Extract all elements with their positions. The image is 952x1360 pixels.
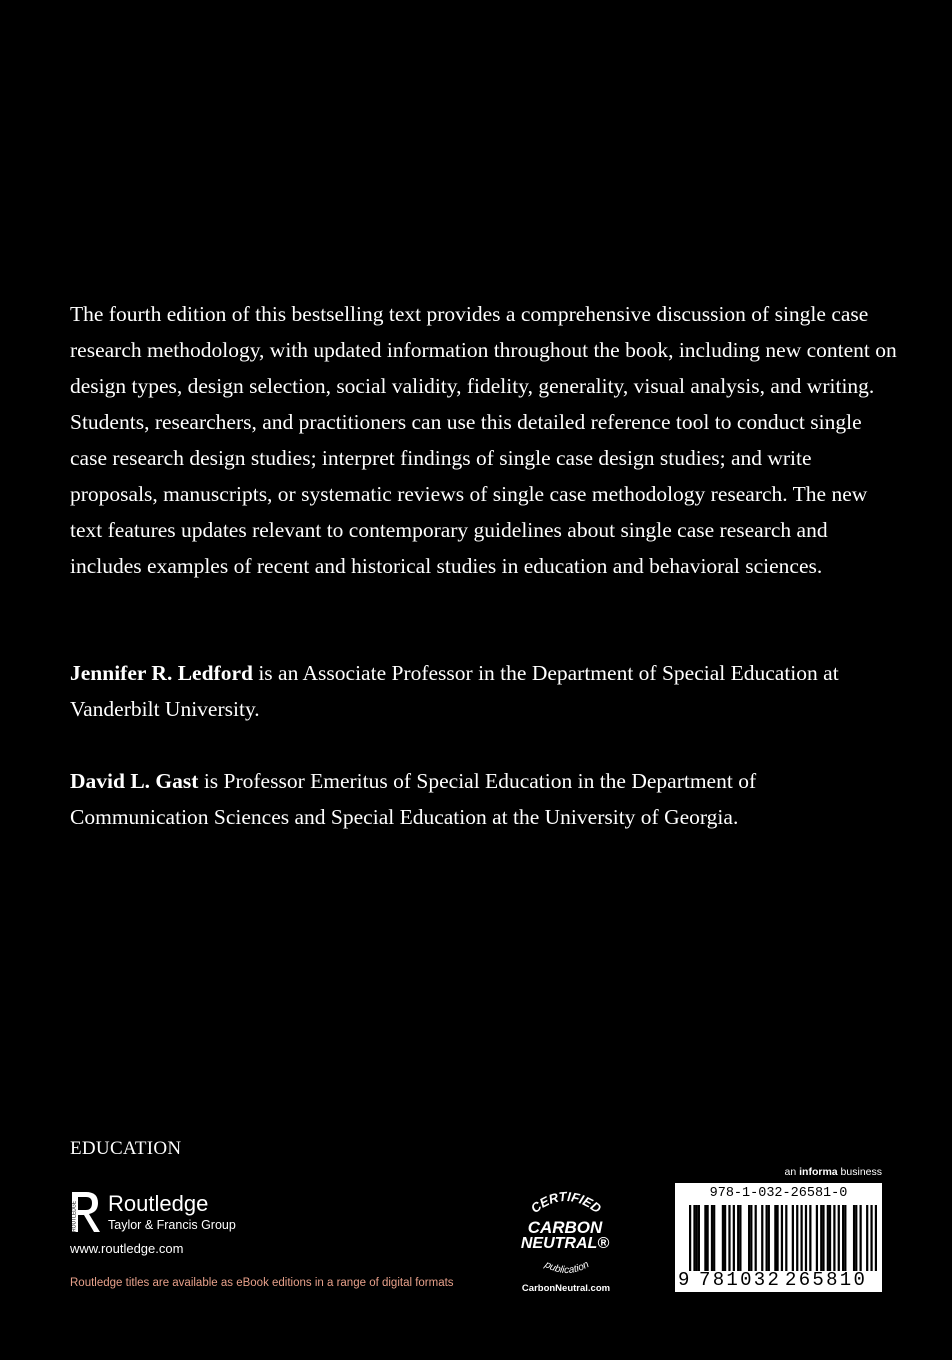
author-name-gast: David L. Gast (70, 769, 199, 793)
barcode-bar (706, 1205, 708, 1271)
barcode-bar (844, 1205, 846, 1271)
barcode-bar (805, 1205, 807, 1271)
barcode-bar (724, 1205, 726, 1271)
barcode-bars (689, 1205, 877, 1271)
barcode-bar (833, 1205, 835, 1271)
barcode-bar (689, 1205, 691, 1271)
barcode-bar (792, 1205, 794, 1271)
informa-suffix: business (837, 1166, 882, 1178)
author-bio-text-ledford: is an Associate Professor in the Department of Special Education at Vanderbilt University. (70, 661, 839, 721)
barcode-bar (768, 1205, 770, 1271)
barcode-bar (704, 1205, 706, 1271)
ean-digits (675, 1269, 882, 1291)
ean-right-group: 265810 (785, 1269, 868, 1291)
barcode-bar (842, 1205, 844, 1271)
carbon-badge-url: CarbonNeutral.com (521, 1283, 611, 1294)
barcode-bar (875, 1205, 877, 1271)
routledge-logo-icon (70, 1190, 104, 1234)
carbon-badge-neutral: NEUTRAL® (520, 1235, 610, 1252)
barcode-bar (776, 1205, 778, 1271)
barcode-bar (766, 1205, 768, 1271)
barcode-bar (739, 1205, 741, 1271)
ebook-note: Routledge titles are available as eBook editions in a range of digital formats (70, 1277, 454, 1289)
informa-brand: informa (799, 1166, 838, 1178)
informa-prefix: an (784, 1166, 800, 1178)
carbon-badge-publication: publication (542, 1259, 592, 1277)
author-bio-gast (70, 763, 900, 835)
ean-left-group: 781032 (699, 1269, 782, 1291)
barcode-bar (796, 1205, 798, 1271)
barcode-bar (855, 1205, 857, 1271)
publisher-group: Taylor & Francis Group (108, 1218, 236, 1232)
routledge-logo (70, 1190, 270, 1234)
carbon-badge-carbon: CARBON (527, 1218, 603, 1237)
barcode-bar (820, 1205, 822, 1271)
carbon-badge-certified: CERTIFIED (527, 1188, 605, 1216)
barcode-bar (774, 1205, 776, 1271)
barcode-bar (748, 1205, 750, 1271)
barcode-bar (870, 1205, 872, 1271)
barcode-bar (698, 1205, 700, 1271)
barcode-bar (853, 1205, 855, 1271)
barcode-bar (755, 1205, 757, 1271)
barcode-bar (750, 1205, 752, 1271)
book-description: The fourth edition of this bestselling text provides a comprehensive discussion of single case research methodology, with updated information throughout the book, including new content on design types, design selection, social validity, fidelity, generality, visual analysis, and writing. Students, researchers, and practitioners can use this detailed reference tool to conduct single case research design studies; interpret findings of single case design studies; and write proposals, manuscripts, or systematic reviews of single case methodology research. The new text features updates relevant to contemporary guidelines about single case research and includes examples of recent and historical studies in education and behavioral sciences. (70, 302, 897, 578)
ean-first-digit: 9 (678, 1269, 690, 1291)
barcode-bar (711, 1205, 713, 1271)
barcode-bar (722, 1205, 724, 1271)
barcode-bar (728, 1205, 730, 1271)
author-bio-text-gast: is Professor Emeritus of Special Education in the Department of Communication Sciences and Special Education at the University of Georgia. (70, 769, 757, 829)
publisher-website: www.routledge.com (70, 1241, 184, 1256)
barcode-bar (816, 1205, 818, 1271)
barcode-bar (733, 1205, 735, 1271)
barcode-bar (827, 1205, 829, 1271)
barcode-bar (785, 1205, 787, 1271)
author-name-ledford: Jennifer R. Ledford (70, 661, 253, 685)
barcode-bar (800, 1205, 802, 1271)
isbn-barcode (675, 1183, 882, 1292)
routledge-logo-vertical-text: ROUTLEDGE (71, 1200, 78, 1232)
publisher-name: Routledge (108, 1191, 209, 1216)
barcode-bar (809, 1205, 811, 1271)
author-bio-ledford (70, 655, 900, 727)
barcode-bar (737, 1205, 739, 1271)
carbon-neutral-badge (516, 1188, 616, 1294)
subject-category: EDUCATION (70, 1138, 182, 1159)
barcode-bar (822, 1205, 824, 1271)
isbn-number: 978-1-032-26581-0 (709, 1186, 848, 1201)
barcode-bar (860, 1205, 862, 1271)
barcode-bar (696, 1205, 698, 1271)
barcode-bar (838, 1205, 840, 1271)
barcode-bar (693, 1205, 695, 1271)
barcode-bar (829, 1205, 831, 1271)
barcode-bar (866, 1205, 868, 1271)
barcode-bar (781, 1205, 783, 1271)
barcode-bar (761, 1205, 763, 1271)
informa-business-tag (700, 1165, 882, 1179)
barcode-bar (713, 1205, 715, 1271)
